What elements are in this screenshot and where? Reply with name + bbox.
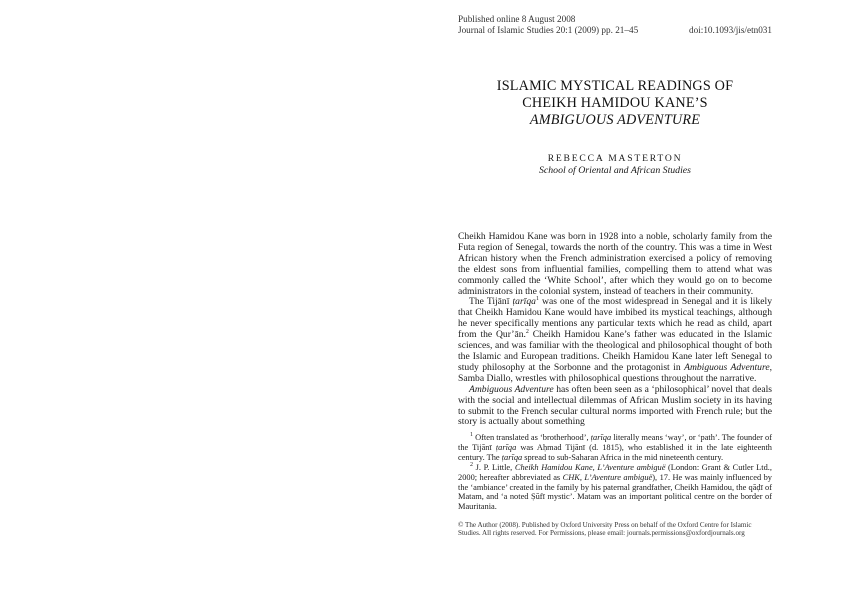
footnote-1: $^1$ Often translated as ‘brotherhood’, ṭarīqa literally means ‘way’, or ‘path’. The founder of the Tijānī ṭarīqa was Aḥmad Tijānī (d. 1815), who established it in the late eighteenth century. The ṭarīqa spread to sub-Saharan Africa in the mid nineteenth century. — [458, 432, 772, 462]
running-header — [458, 14, 772, 35]
footnote-2: $^2$ J. P. Little, Cheikh Hamidou Kane, L’Aventure ambiguë (London: Grant & Cutler Ltd., 2000; hereafter abbreviated as CHK, L’Aventure ambiguë), 17. He was mainly influenced by the ‘ambiance’ created in the family by his paternal grandfather, Cheikh Hamidou, the qāḍī of Matam, and ‘a noted Ṣūfī mystic’. Matam was an important political centre on the border of Mauritania. — [458, 462, 772, 512]
article-body — [458, 232, 772, 428]
published-date: Published online 8 August 2008 — [458, 14, 576, 24]
title-line-1: ISLAMIC MYSTICAL READINGS OF — [496, 78, 734, 94]
title-line-3: AMBIGUOUS ADVENTURE — [529, 112, 701, 128]
copyright-notice — [458, 521, 772, 538]
copyright-line-1: © The Author (2008). Published by Oxford University Press on behalf of the Oxford Centre for Islamic — [458, 521, 752, 530]
article-page — [458, 14, 772, 538]
journal-citation: Journal of Islamic Studies 20:1 (2009) pp. 21–45 — [458, 24, 639, 35]
title-line-2: CHEIKH HAMIDOU KANE’S — [522, 95, 708, 111]
paragraph-3: Ambiguous Adventure has often been seen as a ‘philosophical’ novel that deals with the social and intellectual dilemmas of African Muslim society in its having to submit to the French secular cultural norms imported with French rule; but the story is actually about something — [458, 383, 772, 428]
footnotes — [458, 433, 772, 512]
paragraph-2: The Tijānī ṭarīqa$^1$ was one of the most widespread in Senegal and it is likely that Cheikh Hamidou Kane would have imbibed its mystical teachings, although he never specifically mentions any particular texts which he read as child, apart from the Qur’ān.$^2$ Cheikh Hamidou Kane’s father was educated in the Islamic sciences, and was familiar with the theological and philosophical thought of both the Islamic and European traditions. Cheikh Hamidou Kane later left Senegal to study philosophy at the Sorbonne and the protagonist in Ambiguous Adventure, Samba Diallo, wrestles with philosophical questions throughout the narrative. — [458, 296, 772, 384]
paragraph-1: Cheikh Hamidou Kane was born in 1928 into a noble, scholarly family from the Futa region of Senegal, towards the north of the country. This was a time in West African history when the French administration exercised a policy of removing the eldest sons from influential families, compelling them to attend what was commonly called the ‘White School’, after which they would go on to become administrators in the colonial system, instead of teachers in their community. — [458, 231, 772, 297]
author-affiliation: School of Oriental and African Studies — [539, 165, 691, 176]
copyright-line-2: Studies. All rights reserved. For Permissions, please email: journals.permissions@oxfordjournals.org — [458, 529, 745, 538]
journal-line — [458, 25, 772, 36]
footnote-ref-2: 2 — [525, 328, 529, 335]
article-title — [458, 78, 772, 129]
doi: doi:10.1093/jis/etn031 — [689, 24, 772, 35]
footnote-ref-1: 1 — [535, 296, 539, 303]
author-name: REBECCA MASTERTON — [547, 153, 683, 164]
